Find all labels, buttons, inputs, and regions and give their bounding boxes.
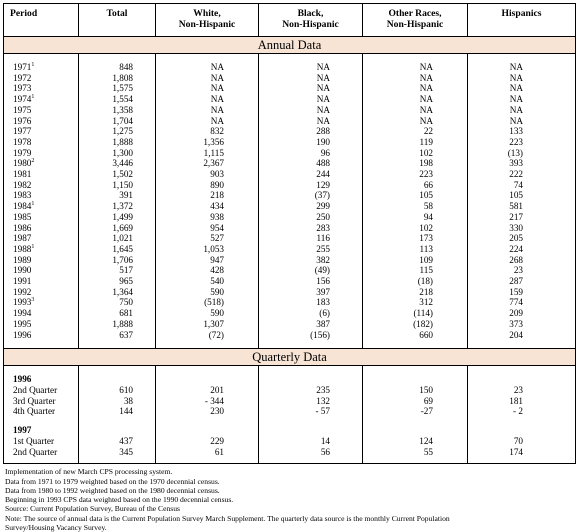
period-cell: 1992 bbox=[4, 287, 79, 298]
black-cell: NA bbox=[259, 83, 363, 94]
total-cell: 345 bbox=[79, 447, 156, 458]
total-cell: 1,554 bbox=[79, 94, 156, 105]
other-cell: 109 bbox=[363, 255, 468, 266]
hispanics-cell: 205 bbox=[509, 233, 523, 244]
footnote-line: Data from 1980 to 1992 weighted based on the 1980 decennial census. bbox=[5, 485, 220, 495]
black-cell: NA bbox=[259, 73, 363, 84]
other-cell: NA bbox=[363, 62, 468, 73]
total-cell: 965 bbox=[79, 276, 156, 287]
total-cell: 1,888 bbox=[79, 137, 156, 148]
total-cell: 517 bbox=[79, 265, 156, 276]
white-cell: 230 bbox=[156, 406, 259, 417]
total-cell: 1,300 bbox=[79, 148, 156, 159]
annual-row bbox=[4, 137, 576, 148]
footnotes bbox=[3, 467, 575, 532]
annual-row bbox=[4, 287, 576, 298]
annual-row bbox=[4, 319, 576, 330]
table-page bbox=[3, 3, 575, 532]
hispanics-cell: NA bbox=[509, 72, 523, 83]
hispanics-cell: 159 bbox=[509, 286, 523, 297]
other-cell: 102 bbox=[363, 223, 468, 234]
period-cell: 1978 bbox=[4, 137, 79, 148]
period-cell: 1971$^1$ bbox=[4, 62, 79, 73]
header-period: Period bbox=[4, 4, 79, 37]
hispanics-cell: 74 bbox=[513, 179, 523, 190]
period-cell: 1995 bbox=[4, 319, 79, 330]
total-cell: 1,502 bbox=[79, 169, 156, 180]
period-cell: 3rd Quarter bbox=[4, 396, 79, 407]
hispanics-cell: 774 bbox=[509, 297, 523, 308]
black-cell: (49) bbox=[259, 265, 363, 276]
annual-row bbox=[4, 105, 576, 116]
annual-row bbox=[4, 83, 576, 94]
hispanics-cell: 581 bbox=[509, 201, 523, 212]
annual-row bbox=[4, 233, 576, 244]
hispanics-cell: (13) bbox=[507, 147, 523, 158]
total-cell: 1,275 bbox=[79, 126, 156, 137]
header-hispanics: Hispanics bbox=[468, 4, 576, 37]
other-cell: NA bbox=[363, 116, 468, 127]
white-cell: 590 bbox=[156, 287, 259, 298]
other-cell: 124 bbox=[363, 436, 468, 447]
period-cell: 1976 bbox=[4, 116, 79, 127]
other-cell: 102 bbox=[363, 148, 468, 159]
white-cell: 428 bbox=[156, 265, 259, 276]
white-cell: 1,356 bbox=[156, 137, 259, 148]
year-label-row bbox=[4, 374, 576, 385]
white-cell: NA bbox=[156, 94, 259, 105]
other-cell: 218 bbox=[363, 287, 468, 298]
period-cell: 2nd Quarter bbox=[4, 385, 79, 396]
white-cell: (72) bbox=[156, 330, 259, 341]
other-cell: 105 bbox=[363, 190, 468, 201]
header-other: Other Races, Non-Hispanic bbox=[363, 4, 468, 37]
white-cell: (518) bbox=[156, 297, 259, 308]
black-cell: 129 bbox=[259, 180, 363, 191]
total-cell: 1,669 bbox=[79, 223, 156, 234]
total-cell: 437 bbox=[79, 436, 156, 447]
period-cell: 2nd Quarter bbox=[4, 447, 79, 458]
total-cell: 1,372 bbox=[79, 201, 156, 212]
white-cell: 527 bbox=[156, 233, 259, 244]
other-cell: 312 bbox=[363, 297, 468, 308]
black-cell: 250 bbox=[259, 212, 363, 223]
total-cell: 1,704 bbox=[79, 116, 156, 127]
black-cell: 488 bbox=[259, 158, 363, 169]
period-cell: 1974$^1$ bbox=[4, 94, 79, 105]
hispanics-cell: 224 bbox=[509, 243, 523, 254]
period-cell: 1980$^2$ bbox=[4, 158, 79, 169]
black-cell: 156 bbox=[259, 276, 363, 287]
period-cell: 1972 bbox=[4, 73, 79, 84]
black-cell: 288 bbox=[259, 126, 363, 137]
footnote-line: Source: Current Population Survey, Bureau of the Census bbox=[5, 504, 180, 514]
hispanics-cell: 222 bbox=[509, 169, 523, 180]
period-cell: 1983 bbox=[4, 190, 79, 201]
annual-row bbox=[4, 276, 576, 287]
period-cell: 1975 bbox=[4, 105, 79, 116]
annual-row bbox=[4, 62, 576, 73]
black-cell: 387 bbox=[259, 319, 363, 330]
period-cell: 1979 bbox=[4, 148, 79, 159]
black-cell: NA bbox=[259, 116, 363, 127]
hispanics-cell: NA bbox=[509, 115, 523, 126]
total-cell: 1,021 bbox=[79, 233, 156, 244]
section-title: Quarterly Data bbox=[4, 349, 576, 366]
header-total: Total bbox=[79, 4, 156, 37]
footnote-marker: 2 bbox=[31, 158, 35, 165]
hispanics-cell: NA bbox=[509, 83, 523, 94]
period-cell: 1984$^1$ bbox=[4, 201, 79, 212]
annual-row bbox=[4, 158, 576, 169]
black-cell: NA bbox=[259, 94, 363, 105]
white-cell: 954 bbox=[156, 223, 259, 234]
other-cell: (114) bbox=[363, 308, 468, 319]
hispanics-cell: 287 bbox=[509, 276, 523, 287]
footnote-line: Note: The source of annual data is the Current Population Survey March Supplement. The quarterly data source is the monthly Current Population bbox=[5, 513, 450, 523]
white-cell: 903 bbox=[156, 169, 259, 180]
white-cell: 1,053 bbox=[156, 244, 259, 255]
quarterly-row bbox=[4, 436, 576, 447]
total-cell: 1,888 bbox=[79, 319, 156, 330]
annual-row bbox=[4, 190, 576, 201]
other-cell: 55 bbox=[363, 447, 468, 458]
hispanics-cell: 393 bbox=[509, 158, 523, 169]
total-cell: 1,575 bbox=[79, 83, 156, 94]
annual-row bbox=[4, 94, 576, 105]
other-cell: 58 bbox=[363, 201, 468, 212]
period-cell: 1991 bbox=[4, 276, 79, 287]
hispanics-cell: 23 bbox=[513, 384, 523, 395]
annual-row bbox=[4, 116, 576, 127]
total-cell: 1,808 bbox=[79, 73, 156, 84]
total-cell: 3,446 bbox=[79, 158, 156, 169]
hispanics-cell: 217 bbox=[509, 211, 523, 222]
black-cell: (156) bbox=[259, 330, 363, 341]
period-cell: 1989 bbox=[4, 255, 79, 266]
quarterly-row bbox=[4, 385, 576, 396]
period-cell: 1981 bbox=[4, 169, 79, 180]
total-cell: 610 bbox=[79, 385, 156, 396]
white-cell: 218 bbox=[156, 190, 259, 201]
black-cell: (6) bbox=[259, 308, 363, 319]
annual-row bbox=[4, 308, 576, 319]
year-label: 1997 bbox=[4, 425, 79, 436]
other-cell: 69 bbox=[363, 396, 468, 407]
hispanics-cell: NA bbox=[509, 104, 523, 115]
total-cell: 38 bbox=[79, 396, 156, 407]
hispanics-cell: 133 bbox=[509, 126, 523, 137]
annual-row bbox=[4, 126, 576, 137]
black-cell: 244 bbox=[259, 169, 363, 180]
period-cell: 1973 bbox=[4, 83, 79, 94]
header-black: Black, Non-Hispanic bbox=[259, 4, 363, 37]
period-cell: 1988$^1$ bbox=[4, 244, 79, 255]
table-body bbox=[4, 37, 576, 464]
other-cell: (18) bbox=[363, 276, 468, 287]
annual-row bbox=[4, 148, 576, 159]
hispanics-cell: 223 bbox=[509, 136, 523, 147]
quarterly-section-header bbox=[4, 349, 576, 366]
total-cell: 750 bbox=[79, 297, 156, 308]
black-cell: 183 bbox=[259, 297, 363, 308]
black-cell: 299 bbox=[259, 201, 363, 212]
period-cell: 1985 bbox=[4, 212, 79, 223]
total-cell: 1,645 bbox=[79, 244, 156, 255]
period-cell: 4th Quarter bbox=[4, 406, 79, 417]
quarterly-row bbox=[4, 447, 576, 458]
header-row bbox=[4, 4, 576, 37]
black-cell: 235 bbox=[259, 385, 363, 396]
white-cell: - 344 bbox=[156, 396, 259, 407]
total-cell: 1,364 bbox=[79, 287, 156, 298]
period-cell: 1986 bbox=[4, 223, 79, 234]
annual-title: Annual Data bbox=[4, 37, 576, 54]
white-cell: 2,367 bbox=[156, 158, 259, 169]
white-cell: 434 bbox=[156, 201, 259, 212]
other-cell: NA bbox=[363, 83, 468, 94]
white-cell: 229 bbox=[156, 436, 259, 447]
annual-row bbox=[4, 212, 576, 223]
footnote-line: Beginning in 1993 CPS data weighted based on the 1990 decennial census. bbox=[5, 495, 234, 505]
other-cell: NA bbox=[363, 94, 468, 105]
total-cell: 1,706 bbox=[79, 255, 156, 266]
annual-row bbox=[4, 180, 576, 191]
household-change-table bbox=[3, 3, 576, 464]
hispanics-cell: 23 bbox=[513, 265, 523, 276]
other-cell: 150 bbox=[363, 385, 468, 396]
quarterly-row bbox=[4, 396, 576, 407]
white-cell: NA bbox=[156, 83, 259, 94]
annual-row bbox=[4, 223, 576, 234]
other-cell: 22 bbox=[363, 126, 468, 137]
total-cell: 391 bbox=[79, 190, 156, 201]
period-cell: 1st Quarter bbox=[4, 436, 79, 447]
hispanics-cell: 268 bbox=[509, 254, 523, 265]
footnote-line: Implementation of new March CPS processing system. bbox=[5, 467, 173, 477]
black-cell: 14 bbox=[259, 436, 363, 447]
hispanics-cell: 330 bbox=[509, 222, 523, 233]
other-cell: 119 bbox=[363, 137, 468, 148]
period-cell: 1987 bbox=[4, 233, 79, 244]
white-cell: NA bbox=[156, 73, 259, 84]
black-cell: 190 bbox=[259, 137, 363, 148]
black-cell: 116 bbox=[259, 233, 363, 244]
black-cell: 382 bbox=[259, 255, 363, 266]
black-cell: NA bbox=[259, 62, 363, 73]
other-cell: 173 bbox=[363, 233, 468, 244]
white-cell: 61 bbox=[156, 447, 259, 458]
period-cell: 1993$^3$ bbox=[4, 297, 79, 308]
period-cell: 1977 bbox=[4, 126, 79, 137]
white-cell: 1,307 bbox=[156, 319, 259, 330]
other-cell: 113 bbox=[363, 244, 468, 255]
footnote-marker: 1 bbox=[31, 201, 35, 208]
total-cell: 1,499 bbox=[79, 212, 156, 223]
white-cell: 890 bbox=[156, 180, 259, 191]
hispanics-cell: 181 bbox=[509, 395, 523, 406]
total-cell: 681 bbox=[79, 308, 156, 319]
period-cell: 1982 bbox=[4, 180, 79, 191]
hispanics-cell: - 2 bbox=[513, 406, 523, 417]
annual-row bbox=[4, 201, 576, 212]
hispanics-cell: NA bbox=[509, 94, 523, 105]
total-cell: 637 bbox=[79, 330, 156, 341]
white-cell: NA bbox=[156, 116, 259, 127]
black-cell: 96 bbox=[259, 148, 363, 159]
hispanics-cell: 70 bbox=[513, 435, 523, 446]
footnote-marker: 1 bbox=[31, 94, 35, 101]
other-cell: 198 bbox=[363, 158, 468, 169]
period-cell: 1994 bbox=[4, 308, 79, 319]
footnote-marker: 1 bbox=[31, 61, 35, 68]
annual-row bbox=[4, 265, 576, 276]
white-cell: NA bbox=[156, 62, 259, 73]
annual-row bbox=[4, 255, 576, 266]
year-label-row bbox=[4, 425, 576, 436]
hispanics-cell: 105 bbox=[509, 190, 523, 201]
other-cell: 94 bbox=[363, 212, 468, 223]
hispanics-cell: 204 bbox=[509, 329, 523, 340]
hispanics-cell: 373 bbox=[509, 318, 523, 329]
black-cell: 397 bbox=[259, 287, 363, 298]
other-cell: (182) bbox=[363, 319, 468, 330]
other-cell: 115 bbox=[363, 265, 468, 276]
other-cell: -27 bbox=[363, 406, 468, 417]
footnote-line: Survey/Housing Vacancy Survey. bbox=[5, 522, 107, 532]
black-cell: NA bbox=[259, 105, 363, 116]
hispanics-cell: NA bbox=[509, 62, 523, 72]
annual-row bbox=[4, 244, 576, 255]
period-cell: 1990 bbox=[4, 265, 79, 276]
annual-row bbox=[4, 73, 576, 84]
white-cell: 947 bbox=[156, 255, 259, 266]
total-cell: 144 bbox=[79, 406, 156, 417]
black-cell: (37) bbox=[259, 190, 363, 201]
hispanics-cell: 174 bbox=[509, 446, 523, 457]
annual-section-header bbox=[4, 37, 576, 54]
period-cell: 1996 bbox=[4, 330, 79, 341]
white-cell: 590 bbox=[156, 308, 259, 319]
black-cell: 56 bbox=[259, 447, 363, 458]
header-white: White, Non-Hispanic bbox=[156, 4, 259, 37]
footnote-line: Data from 1971 to 1979 weighted based on the 1970 decennial census. bbox=[5, 476, 220, 486]
other-cell: 223 bbox=[363, 169, 468, 180]
annual-row bbox=[4, 297, 576, 308]
black-cell: 255 bbox=[259, 244, 363, 255]
white-cell: 832 bbox=[156, 126, 259, 137]
total-cell: 1,150 bbox=[79, 180, 156, 191]
other-cell: 66 bbox=[363, 180, 468, 191]
black-cell: 132 bbox=[259, 396, 363, 407]
hispanics-cell: 209 bbox=[509, 308, 523, 319]
other-cell: NA bbox=[363, 105, 468, 116]
annual-row bbox=[4, 330, 576, 341]
white-cell: NA bbox=[156, 105, 259, 116]
white-cell: 201 bbox=[156, 385, 259, 396]
footnote-marker: 3 bbox=[31, 297, 35, 304]
year-label: 1996 bbox=[4, 374, 79, 385]
total-cell: 848 bbox=[79, 62, 156, 73]
other-cell: NA bbox=[363, 73, 468, 84]
total-cell: 1,358 bbox=[79, 105, 156, 116]
black-cell: 283 bbox=[259, 223, 363, 234]
quarterly-row bbox=[4, 406, 576, 417]
other-cell: 660 bbox=[363, 330, 468, 341]
footnote-marker: 1 bbox=[31, 243, 35, 250]
black-cell: - 57 bbox=[259, 406, 363, 417]
white-cell: 540 bbox=[156, 276, 259, 287]
white-cell: 1,115 bbox=[156, 148, 259, 159]
white-cell: 938 bbox=[156, 212, 259, 223]
annual-row bbox=[4, 169, 576, 180]
